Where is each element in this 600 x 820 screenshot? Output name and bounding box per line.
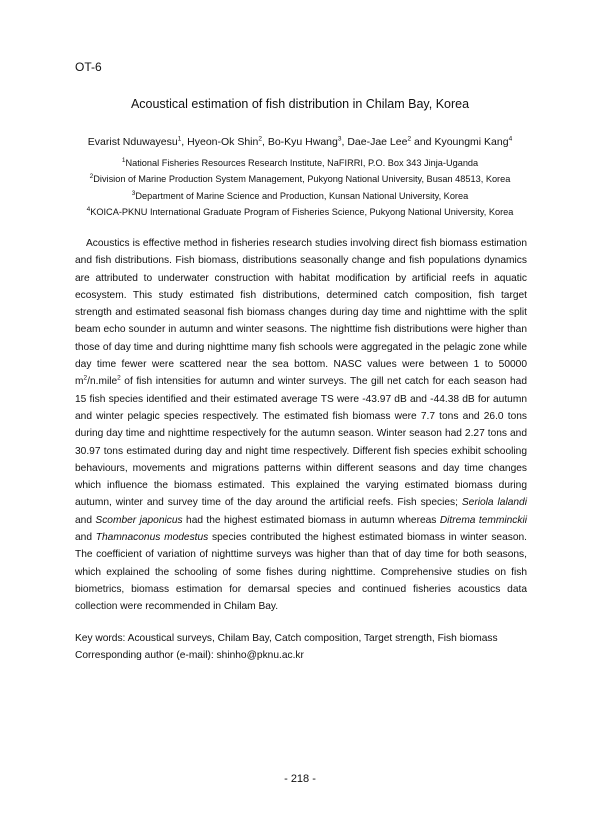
abstract-text: species contributed the highest estimated biomass in winter season. The coefficient of variation of nighttime surveys was higher than that of day time for both seasons, which explained the schooling of some fishes during nighttime. Comprehensive studies on fish biometrics, biomass estimation for demarsal species and continued fisheries acoustics data collection were recommended in Chilam Bay. xyxy=(75,532,527,613)
author-name: Hyeon-Ok Shin xyxy=(187,136,259,148)
species-name: Thamnaconus modestus xyxy=(95,532,209,544)
keywords-block xyxy=(75,631,527,665)
corresponding-author: Corresponding author (e-mail): shinho@pknu.ac.kr xyxy=(75,649,304,661)
unit-superscript: 2 xyxy=(117,374,121,382)
author-separator: and xyxy=(411,136,435,148)
author-affil-marker: 1 xyxy=(177,135,182,143)
author-affil-marker: 2 xyxy=(407,135,412,143)
affiliation-text: Department of Marine Science and Production, Kunsan National University, Korea xyxy=(135,190,469,201)
abstract-text: /n.mile xyxy=(87,376,118,388)
paper-title: Acoustical estimation of fish distribution in Chilam Bay, Korea xyxy=(130,97,470,111)
author-separator: , xyxy=(181,136,188,148)
species-name: Ditrema temminckii xyxy=(439,514,527,526)
affiliation-marker: 3 xyxy=(131,189,136,197)
author-name: Dae-Jae Lee xyxy=(347,136,408,148)
author-list xyxy=(0,136,600,148)
author-name: Evarist Nduwayesu xyxy=(87,136,178,148)
abstract-text: Acoustics is effective method in fisheries research studies involving direct fish biomass estimation and fish distributions. Fish biomass, distributions seasonally change and fish populations dynamics are attributed to underwater construction with habitat modification by artificial reefs in aquatic ecosystem. This study estimated fish distributions, determined catch composition, fish target strength and estimated seasonal fish biomass changes during day time and nighttime with the split beam echo sounder in autumn and winter seasons. The nighttime fish distributions were higher than those of day time and during nighttime many fish schools were aggregated in the pelagic zone while day time fewer were scattered near the sea bottom. NASC values were between 1 to 50000 m xyxy=(75,238,527,388)
abstract-text: had the highest estimated biomass in autumn whereas xyxy=(182,514,440,526)
affiliation xyxy=(0,155,600,171)
affiliation-text: National Fisheries Resources Research Institute, NaFIRRI, P.O. Box 343 Jinja-Uganda xyxy=(125,158,479,168)
affiliation-text: Division of Marine Production System Management, Pukyong National University, Busan 48513, Korea xyxy=(93,174,511,185)
page-number: - 218 - xyxy=(284,773,316,785)
author-affil-marker: 4 xyxy=(508,135,513,143)
species-name: Seriola lalandi xyxy=(461,497,527,509)
affiliation xyxy=(0,204,600,220)
author-separator: , xyxy=(261,136,268,148)
affiliation xyxy=(0,171,600,187)
affiliation-marker: 2 xyxy=(89,173,94,181)
author-name: Bo-Kyu Hwang xyxy=(267,136,338,148)
unit-superscript: 2 xyxy=(83,374,88,382)
abstract-text: of fish intensities for autumn and winter surveys. The gill net catch for each season had 15 fish species identified and their estimated average TS were -43.97 dB and -44.38 dB for autumn and winter pelagic species respectively. The estimated fish biomass were 7.7 tons and 26.0 tons during day time and nighttime respectively for the autumn season. Winter season had 2.27 tons and 30.97 tons estimated during day and night time respectively. Different fish species exhibit schooling behaviours, movements and migrations patterns within different seasons and day time changes which influence the biomass estimated. This explained the varying estimated biomass during autumn, winter and survey time of the day around the artificial reefs. Fish species; xyxy=(75,376,527,509)
session-code: OT-6 xyxy=(75,60,102,74)
affiliation-text: KOICA-PKNU International Graduate Program of Fisheries Science, Pukyong National University, Korea xyxy=(90,206,514,217)
affiliation-marker: 1 xyxy=(121,156,126,164)
author-affil-marker: 2 xyxy=(258,135,262,143)
species-name: Scomber japonicus xyxy=(95,514,183,526)
abstract-paragraph xyxy=(75,235,527,616)
abstract-text: and xyxy=(75,514,96,526)
abstract-text: and xyxy=(75,532,96,544)
affiliation-marker: 4 xyxy=(86,205,91,213)
author-name: Kyoungmi Kang xyxy=(434,136,509,148)
keywords-line: Key words: Acoustical surveys, Chilam Bay, Catch composition, Target strength, Fish biomass xyxy=(75,633,498,644)
affiliation xyxy=(0,188,600,204)
author-affil-marker: 3 xyxy=(337,135,342,143)
affiliation-list xyxy=(0,155,600,220)
author-separator: , xyxy=(341,136,348,148)
